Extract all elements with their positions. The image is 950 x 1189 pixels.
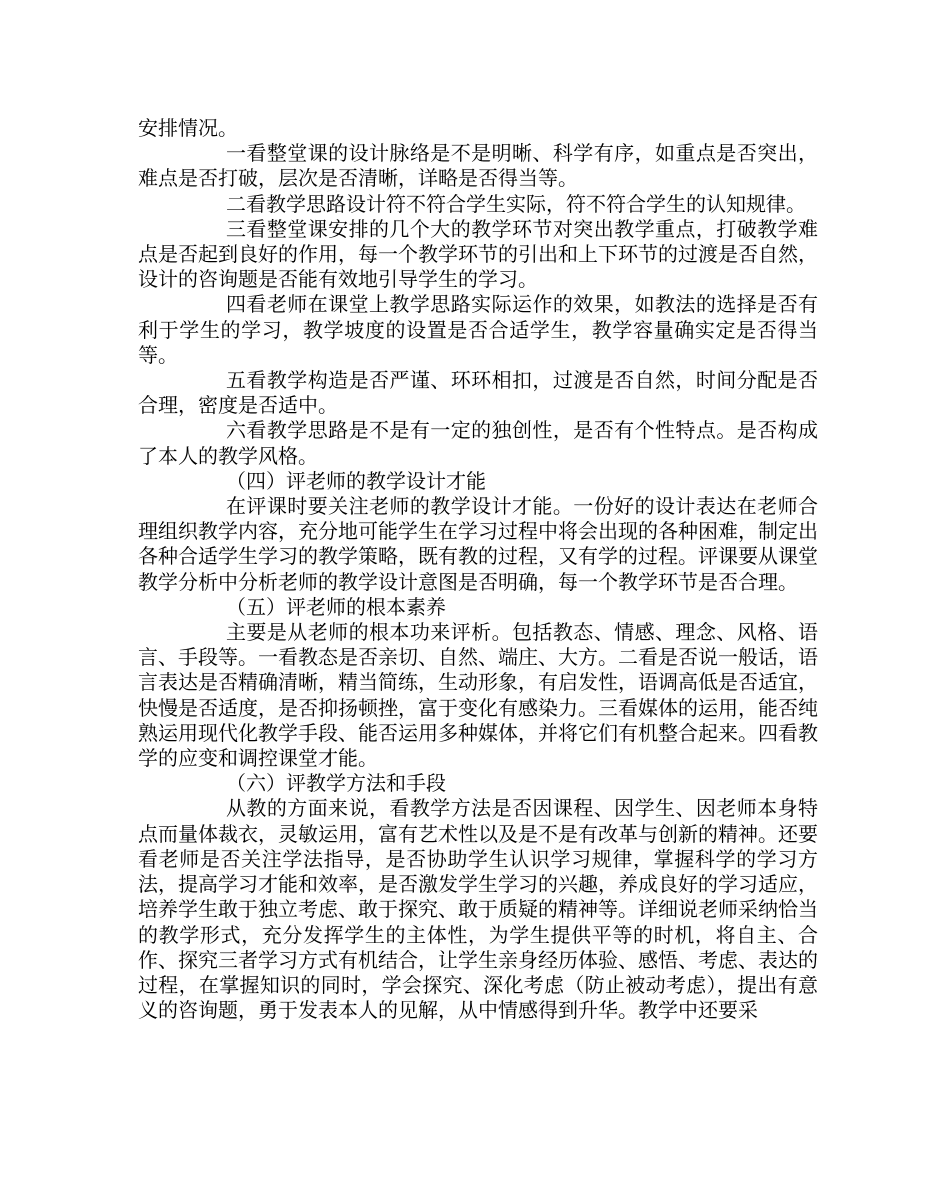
paragraph-8: 在评课时要关注老师的教学设计才能。一份好的设计表达在老师合理组织教学内容，充分地可能学生在学习过程中将会出现的各种困难，制定出各种合适学生学习的教学策略，既有教的过程，又有学的过程。评课要从课堂教学分析中分析老师的教学设计意图是否明确，每一个教学环节是否合理。 [138,494,818,594]
paragraph-5: 四看老师在课堂上教学思路实际运作的效果，如教法的选择是否有利于学生的学习，教学坡度的设置是否合适学生，教学容量确实定是否得当等。 [138,292,818,367]
section-heading-6: （六）评教学方法和手段 [226,771,446,796]
paragraph-10: 从教的方面来说，看教学方法是否因课程、因学生、因老师本身特点而量体裁衣，灵敏运用，富有艺术性以及是不是有改革与创新的精神。还要看老师是否关注学法指导，是否协助学生认识学习规律，掌握科学的学习方法，提高学习才能和效率，是否激发学生学习的兴趣，养成良好的学习适应，培养学生敢于独立考虑、敢于探究、敢于质疑的精神等。详细说老师采纳恰当的教学形式，充分发挥学生的主体性，为学生提供平等的时机，将自主、合作、探究三者学习方式有机结合，让学生亲身经历体验、感悟、考虑、表达的过程，在掌握知识的同时，学会探究、深化考虑（防止被动考虑），提出有意义的咨询题，勇于发表本人的见解，从中情感得到升华。教学中还要采 [138,796,818,1023]
paragraph-6: 五看教学构造是否严谨、环环相扣，过渡是否自然，时间分配是否合理，密度是否适中。 [138,368,818,418]
paragraph-1: 安排情况。 [138,116,238,140]
paragraph-4: 三看整堂课安排的几个大的教学环节对突出教学重点，打破教学难点是否起到良好的作用，每一个教学环节的引出和上下环节的过渡是否自然，设计的咨询题是否能有效地引导学生的学习。 [138,216,818,292]
paragraph-2: 一看整堂课的设计脉络是不是明晰、科学有序，如重点是否突出，难点是否打破，层次是否清晰，详略是否得当等。 [138,141,818,191]
document-body [138,116,818,1023]
paragraph-9: 主要是从老师的根本功来评析。包括教态、情感、理念、风格、语言、手段等。一看教态是否亲切、自然、端庄、大方。二看是否说一般话，语言表达是否精确清晰，精当简练，生动形象，有启发性，语调高低是否适宜，快慢是否适度，是否抑扬顿挫，富于变化有感染力。三看媒体的运用，能否纯熟运用现代化教学手段、能否运用多种媒体，并将它们有机整合起来。四看教学的应变和调控课堂才能。 [138,620,818,771]
section-heading-5: （五）评老师的根本素养 [226,594,446,619]
paragraph-7: 六看教学思路是不是有一定的独创性，是否有个性特点。是否构成了本人的教学风格。 [138,418,818,468]
section-heading-4: （四）评老师的教学设计才能 [226,468,486,493]
paragraph-3: 二看教学思路设计符不符合学生实际，符不符合学生的认知规律。 [226,191,806,216]
